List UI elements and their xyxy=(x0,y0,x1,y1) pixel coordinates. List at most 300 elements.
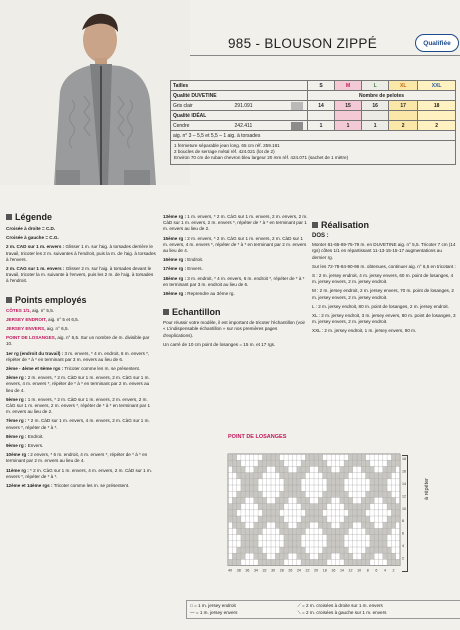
chart-cell xyxy=(361,497,365,503)
chart-cell xyxy=(271,454,275,460)
chart-cell xyxy=(387,528,391,534)
chart-cell xyxy=(241,553,245,559)
chart-cell xyxy=(254,547,258,553)
size-xl: XL xyxy=(389,81,418,91)
chart-cell xyxy=(275,460,279,466)
chart-col-label: 14 xyxy=(339,568,344,573)
supply-item: 1 fermeture séparable jean long. 65 cm réf. 259.181 xyxy=(174,143,280,148)
row-instruction: 3ème rg : 2 m. envers, * 2 m. CàD sur 1 m. envers, 2 m. CàG sur 1 m. envers, 4 m. envers *, répéter de * à * en terminant par 2 m. envers au lieu de 4. xyxy=(6,375,150,393)
chart-cell xyxy=(353,504,357,510)
yarn2-s: 1 xyxy=(308,121,335,131)
chart-cell xyxy=(331,473,335,479)
chart-cell xyxy=(241,466,245,472)
yarn1-m: 15 xyxy=(335,101,362,111)
chart-cell xyxy=(245,528,249,534)
chart-cell xyxy=(327,466,331,472)
chart-cell xyxy=(396,454,400,460)
chart-cell xyxy=(387,547,391,553)
chart-cell xyxy=(383,491,387,497)
chart-cell xyxy=(361,553,365,559)
chart-cell xyxy=(262,510,266,516)
chart-cell xyxy=(327,491,331,497)
chart-cell xyxy=(301,522,305,528)
points-heading: Points employés xyxy=(6,295,156,305)
chart-cell xyxy=(284,473,288,479)
chart-row-label: 2 xyxy=(402,556,404,561)
chart-cell xyxy=(305,454,309,460)
title-rule xyxy=(190,55,460,56)
chart-cell xyxy=(237,497,241,503)
chart-cell xyxy=(310,510,314,516)
chart-cell xyxy=(374,528,378,534)
chart-cell xyxy=(301,466,305,472)
chart-cell xyxy=(254,473,258,479)
chart-cell xyxy=(344,460,348,466)
chart-cell xyxy=(275,510,279,516)
chart-cell xyxy=(310,516,314,522)
chart-cell xyxy=(237,528,241,534)
chart-cell xyxy=(232,553,236,559)
chart-cell xyxy=(361,466,365,472)
chart-cell xyxy=(327,479,331,485)
chart-cell xyxy=(228,460,232,466)
chart-cell xyxy=(361,522,365,528)
chart-cell xyxy=(340,497,344,503)
chart-cell xyxy=(297,528,301,534)
chart-cell xyxy=(340,553,344,559)
chart-cell xyxy=(348,516,352,522)
size-m: M xyxy=(335,81,362,91)
chart-col-label: 32 xyxy=(262,568,267,573)
chart-cell xyxy=(237,466,241,472)
chart-cell xyxy=(232,522,236,528)
yarn1-color: Gris clair xyxy=(171,101,233,111)
chart-cell xyxy=(366,473,370,479)
chart-cell xyxy=(379,491,383,497)
chart-row-label: 12 xyxy=(402,494,406,499)
chart-cell xyxy=(318,454,322,460)
chart-title: POINT DE LOSANGES xyxy=(228,434,287,440)
chart-cell xyxy=(262,522,266,528)
chart-cell xyxy=(379,528,383,534)
chart-cell xyxy=(284,522,288,528)
chart-cell xyxy=(305,460,309,466)
chart-cell xyxy=(391,460,395,466)
row-instruction: 7ème rg : * 2 m. CàD sur 1 m. envers, 4 m. envers, 2 m. CàG sur 1 m. envers *, répéter de * à *. xyxy=(6,418,150,430)
chart-cell xyxy=(280,497,284,503)
chart-cell xyxy=(366,460,370,466)
chart-cell xyxy=(340,466,344,472)
chart-cell xyxy=(280,516,284,522)
chart-cell xyxy=(310,454,314,460)
row-instruction: 10ème rg : 2 envers, * 6 m. endroit, 4 m. envers *, répéter de * à * en terminant par 2 m. envers au lieu de 4. xyxy=(6,452,148,464)
chart-cell xyxy=(297,497,301,503)
chart-cell xyxy=(344,504,348,510)
chart-cell xyxy=(323,553,327,559)
man-in-knit-jacket-illustration xyxy=(0,0,190,185)
chart-cell xyxy=(258,547,262,553)
yarn1-label: Qualité DUVETINE xyxy=(171,91,308,101)
chart-cell xyxy=(297,479,301,485)
chart-cell xyxy=(288,479,292,485)
cross-left-icon: ⟍ xyxy=(297,610,301,616)
chart-row-label: 18 xyxy=(402,457,406,462)
chart-cell xyxy=(331,485,335,491)
chart-cell xyxy=(379,473,383,479)
chart-col-label: 6 xyxy=(375,568,378,573)
chart-cell xyxy=(396,559,400,565)
chart-cell xyxy=(336,541,340,547)
yarn2-swatch xyxy=(289,121,308,131)
chart-cell xyxy=(318,466,322,472)
chart-cell xyxy=(310,504,314,510)
chart-cell xyxy=(353,559,357,565)
chart-cell xyxy=(323,473,327,479)
chart-cell xyxy=(370,491,374,497)
chart-row-label: 6 xyxy=(402,531,404,536)
repeat-bracket xyxy=(402,455,408,572)
chart-cell xyxy=(348,466,352,472)
chart-cell xyxy=(280,504,284,510)
chart-cell xyxy=(357,504,361,510)
chart-cell xyxy=(232,454,236,460)
chart-cell xyxy=(374,541,378,547)
chart-cell xyxy=(340,535,344,541)
chart-col-label: 22 xyxy=(305,568,310,573)
chart-cell xyxy=(379,535,383,541)
chart-cell xyxy=(391,559,395,565)
chart-cell xyxy=(374,485,378,491)
point-item: JERSEY ENVERS, aig. n° 6,5. xyxy=(6,326,69,332)
chart-cell xyxy=(271,516,275,522)
row-instruction: 11ème rg : * 2 m. CàG sur 1 m. envers, 4 m. envers, 2 m. CàD sur 1 m. envers *, répéter de * à *. xyxy=(6,467,153,479)
chart-col-label: 40 xyxy=(228,568,233,573)
chart-cell xyxy=(348,522,352,528)
chart-cell xyxy=(370,485,374,491)
chart-cell xyxy=(293,528,297,534)
chart-cell xyxy=(370,497,374,503)
chart-cell xyxy=(323,559,327,565)
chart-legend-item: □ = 1 m. jersey endroit xyxy=(190,603,236,608)
chart-cell xyxy=(293,491,297,497)
chart-cell xyxy=(370,522,374,528)
chart-col-label: 20 xyxy=(314,568,319,573)
chart-row-label: 14 xyxy=(402,482,406,486)
chart-cell xyxy=(357,559,361,565)
supply-item: Environ 70 cm de ruban chevron bleu largeur 20 mm réf. 424.071 (sachet de 1 mètre) xyxy=(174,155,349,161)
chart-cell xyxy=(258,473,262,479)
chart-cell xyxy=(336,528,340,534)
chart-cell xyxy=(301,553,305,559)
point-item: CÔTES 1/1, aig. n° 5,5. xyxy=(6,307,55,313)
chart-cell xyxy=(383,535,387,541)
row-instruction: 13ème rg : 1 m. envers, * 2 m. CàG sur 1 m. envers, 2 m. envers, 2 m. CàD sur 1 m. envers, 2 m. envers *, répéter de * à * en terminant par 1 m. envers au lieu de 2. xyxy=(163,214,308,232)
chart-legend-item: ⟍ = 2 m. croisées à gauche sur 1 m. envers xyxy=(297,610,387,616)
chart-cell xyxy=(374,479,378,485)
chart-col-label: 34 xyxy=(253,568,258,573)
chart-cell xyxy=(241,541,245,547)
chart-cell xyxy=(387,504,391,510)
chart-cell xyxy=(275,516,279,522)
chart-cell xyxy=(348,504,352,510)
chart-cell xyxy=(310,559,314,565)
chart-cell xyxy=(383,528,387,534)
chart-cell xyxy=(383,541,387,547)
chart-cell xyxy=(280,473,284,479)
chart-cell xyxy=(336,535,340,541)
chart-cell xyxy=(314,454,318,460)
chart-cell xyxy=(336,473,340,479)
chart-cell xyxy=(323,516,327,522)
chart-cell xyxy=(275,454,279,460)
chart-cell xyxy=(361,516,365,522)
chart-cell xyxy=(348,510,352,516)
chart-cell xyxy=(250,541,254,547)
chart-cell xyxy=(250,491,254,497)
chart-cell xyxy=(297,485,301,491)
chart-cell xyxy=(327,528,331,534)
chart-cell xyxy=(288,535,292,541)
chart-cell xyxy=(391,504,395,510)
yarn1-l: 16 xyxy=(362,101,389,111)
square-bullet-icon xyxy=(6,297,12,303)
chart-cell xyxy=(237,460,241,466)
chart-cell xyxy=(250,535,254,541)
page-title: 985 - BLOUSON ZIPPÉ xyxy=(228,36,377,51)
chart-cell xyxy=(301,516,305,522)
chart-cell xyxy=(387,553,391,559)
chart-cell xyxy=(267,516,271,522)
chart-cell xyxy=(370,466,374,472)
chart-cell xyxy=(262,553,266,559)
chart-cell xyxy=(344,497,348,503)
chart-cell xyxy=(258,553,262,559)
supplies-box xyxy=(170,141,456,165)
chart-cell xyxy=(318,510,322,516)
chart-cell xyxy=(314,516,318,522)
chart-cell xyxy=(275,559,279,565)
chart-cell xyxy=(262,559,266,565)
chart-cell xyxy=(348,460,352,466)
chart-cell xyxy=(366,522,370,528)
chart-cell xyxy=(391,553,395,559)
chart-cell xyxy=(254,491,258,497)
chart-cell xyxy=(284,528,288,534)
chart-col-label: 30 xyxy=(271,568,276,573)
realisation-heading: Réalisation xyxy=(312,220,456,230)
chart-cell xyxy=(293,485,297,491)
chart-cell xyxy=(391,497,395,503)
yarn1-swatch xyxy=(289,101,308,111)
chart-cell xyxy=(241,473,245,479)
chart-col-label: 36 xyxy=(245,568,250,573)
chart-cell xyxy=(228,454,232,460)
chart-cell xyxy=(353,454,357,460)
yarn2-label: Qualité IDÉAL xyxy=(171,111,308,121)
chart-cell xyxy=(228,504,232,510)
chart-cell xyxy=(284,535,288,541)
chart-cell xyxy=(327,497,331,503)
chart-cell xyxy=(366,491,370,497)
chart-cell xyxy=(297,491,301,497)
chart-cell xyxy=(387,516,391,522)
chart-cell xyxy=(366,516,370,522)
chart-cell xyxy=(379,485,383,491)
chart-cell xyxy=(293,541,297,547)
chart-col-label: 2 xyxy=(392,568,395,573)
chart-cell xyxy=(241,522,245,528)
chart-cell xyxy=(271,559,275,565)
echantillon-text: Un carré de 10 cm point de losanges = 15 m. et 17 rgs. xyxy=(163,341,276,347)
chart-cell xyxy=(237,504,241,510)
chart-cell xyxy=(331,541,335,547)
chart-cell xyxy=(288,491,292,497)
chart-cell xyxy=(357,454,361,460)
chart-cell xyxy=(387,522,391,528)
chart-cell xyxy=(361,460,365,466)
chart-cell xyxy=(396,504,400,510)
row-instruction: 8ème rg : Endroit. xyxy=(6,433,44,439)
chart-cell xyxy=(284,497,288,503)
chart-cell xyxy=(318,559,322,565)
chart-cell xyxy=(379,541,383,547)
chart-cell xyxy=(241,497,245,503)
chart-cell xyxy=(262,454,266,460)
chart-cell xyxy=(366,553,370,559)
chart-cell xyxy=(254,541,258,547)
chart-cell xyxy=(361,559,365,565)
chart-cell xyxy=(366,504,370,510)
chart-cell xyxy=(374,547,378,553)
chart-cell xyxy=(391,516,395,522)
chart-cell xyxy=(262,504,266,510)
chart-cell xyxy=(237,559,241,565)
tailles-label: Tailles xyxy=(171,81,308,91)
chart-cell xyxy=(331,479,335,485)
chart-cell xyxy=(305,553,309,559)
chart-cell xyxy=(396,510,400,516)
chart-row-label: 4 xyxy=(402,544,404,548)
repeat-label: à répéter xyxy=(424,477,430,500)
needles-row: aig. n° 3 – 5,5 et 5,5 – 1 aig. à torsades xyxy=(171,131,456,141)
chart-cell xyxy=(344,522,348,528)
pelotes-label: Nombre de pelotes xyxy=(308,91,456,101)
chart-cell xyxy=(297,466,301,472)
row-instruction: 17ème rg : Envers. xyxy=(163,266,203,272)
chart-cell xyxy=(383,522,387,528)
size-s: S xyxy=(308,81,335,91)
chart-cell xyxy=(361,504,365,510)
chart-cell xyxy=(327,535,331,541)
chart-cell xyxy=(310,460,314,466)
chart-cell xyxy=(366,547,370,553)
chart-cell xyxy=(323,547,327,553)
realisation-para: S : 2 m. jersey endroit, 4 m. jersey envers, 60 m. point de losanges, 4 m. jersey envers, 2 m. jersey endroit. xyxy=(312,273,454,285)
yarn2-color: Cendre xyxy=(171,121,233,131)
chart-cell xyxy=(387,559,391,565)
chart-col-label: 38 xyxy=(236,568,241,573)
chart-cell xyxy=(374,473,378,479)
chart-cell xyxy=(366,559,370,565)
chart-cell xyxy=(275,522,279,528)
chart-cell xyxy=(262,516,266,522)
chart-cell xyxy=(344,473,348,479)
knitting-chart xyxy=(220,442,420,584)
chart-cell xyxy=(366,528,370,534)
chart-cell xyxy=(391,466,395,472)
square-bullet-icon xyxy=(163,309,169,315)
yarn2-m: 1 xyxy=(335,121,362,131)
chart-cell xyxy=(275,553,279,559)
chart-cell xyxy=(340,541,344,547)
chart-cell xyxy=(232,466,236,472)
chart-cell xyxy=(383,466,387,472)
chart-cell xyxy=(254,466,258,472)
chart-cell xyxy=(327,485,331,491)
chart-cell xyxy=(383,547,387,553)
chart-cell xyxy=(250,479,254,485)
chart-cell xyxy=(344,466,348,472)
chart-cell xyxy=(383,553,387,559)
chart-legend-item: ⟋ = 2 m. croisées à droite sur 1 m. envers xyxy=(297,603,383,608)
chart-cell xyxy=(301,559,305,565)
chart-cell xyxy=(245,479,249,485)
chart-cell xyxy=(297,535,301,541)
realisation-para: L : 2 m. jersey endroit, 80 m. point de losanges, 2 m. jersey endroit. xyxy=(312,303,449,309)
chart-cell xyxy=(305,516,309,522)
size-l: L xyxy=(362,81,389,91)
chart-col-label: 26 xyxy=(288,568,293,573)
legende-heading: Légende xyxy=(6,212,156,222)
chart-cell xyxy=(357,460,361,466)
chart-cell xyxy=(383,479,387,485)
chart-cell xyxy=(258,559,262,565)
chart-cell xyxy=(305,522,309,528)
chart-cell xyxy=(262,460,266,466)
row-instruction: 16ème rg : Endroit. xyxy=(163,257,204,263)
chart-cell xyxy=(314,510,318,516)
chart-cell xyxy=(254,497,258,503)
chart-cell xyxy=(318,460,322,466)
chart-cell xyxy=(318,504,322,510)
chart-cell xyxy=(301,497,305,503)
chart-cell xyxy=(237,491,241,497)
yarn2-xxl: 2 xyxy=(418,121,456,131)
chart-cell xyxy=(314,559,318,565)
chart-cell xyxy=(267,504,271,510)
chart-cell xyxy=(237,553,241,559)
chart-cell xyxy=(344,547,348,553)
chart-col-label: 10 xyxy=(357,568,362,573)
chart-col-label: 24 xyxy=(296,568,301,573)
chart-cell xyxy=(250,473,254,479)
chart-cell xyxy=(258,504,262,510)
chart-cell xyxy=(348,454,352,460)
chart-cell xyxy=(275,466,279,472)
row-instruction: 2ème - 4ème et 6ème rgs : Tricoter comme les m. se présentent. xyxy=(6,366,141,372)
square-bullet-icon xyxy=(312,222,318,228)
chart-legend xyxy=(186,600,460,619)
chart-cell xyxy=(288,547,292,553)
chart-cell xyxy=(370,473,374,479)
chart-cell xyxy=(297,553,301,559)
chart-cell xyxy=(284,479,288,485)
chart-cell xyxy=(323,522,327,528)
chart-cell xyxy=(340,479,344,485)
chart-cell xyxy=(340,485,344,491)
yarn1-ref: 291.091 xyxy=(233,101,290,111)
chart-cell xyxy=(288,541,292,547)
